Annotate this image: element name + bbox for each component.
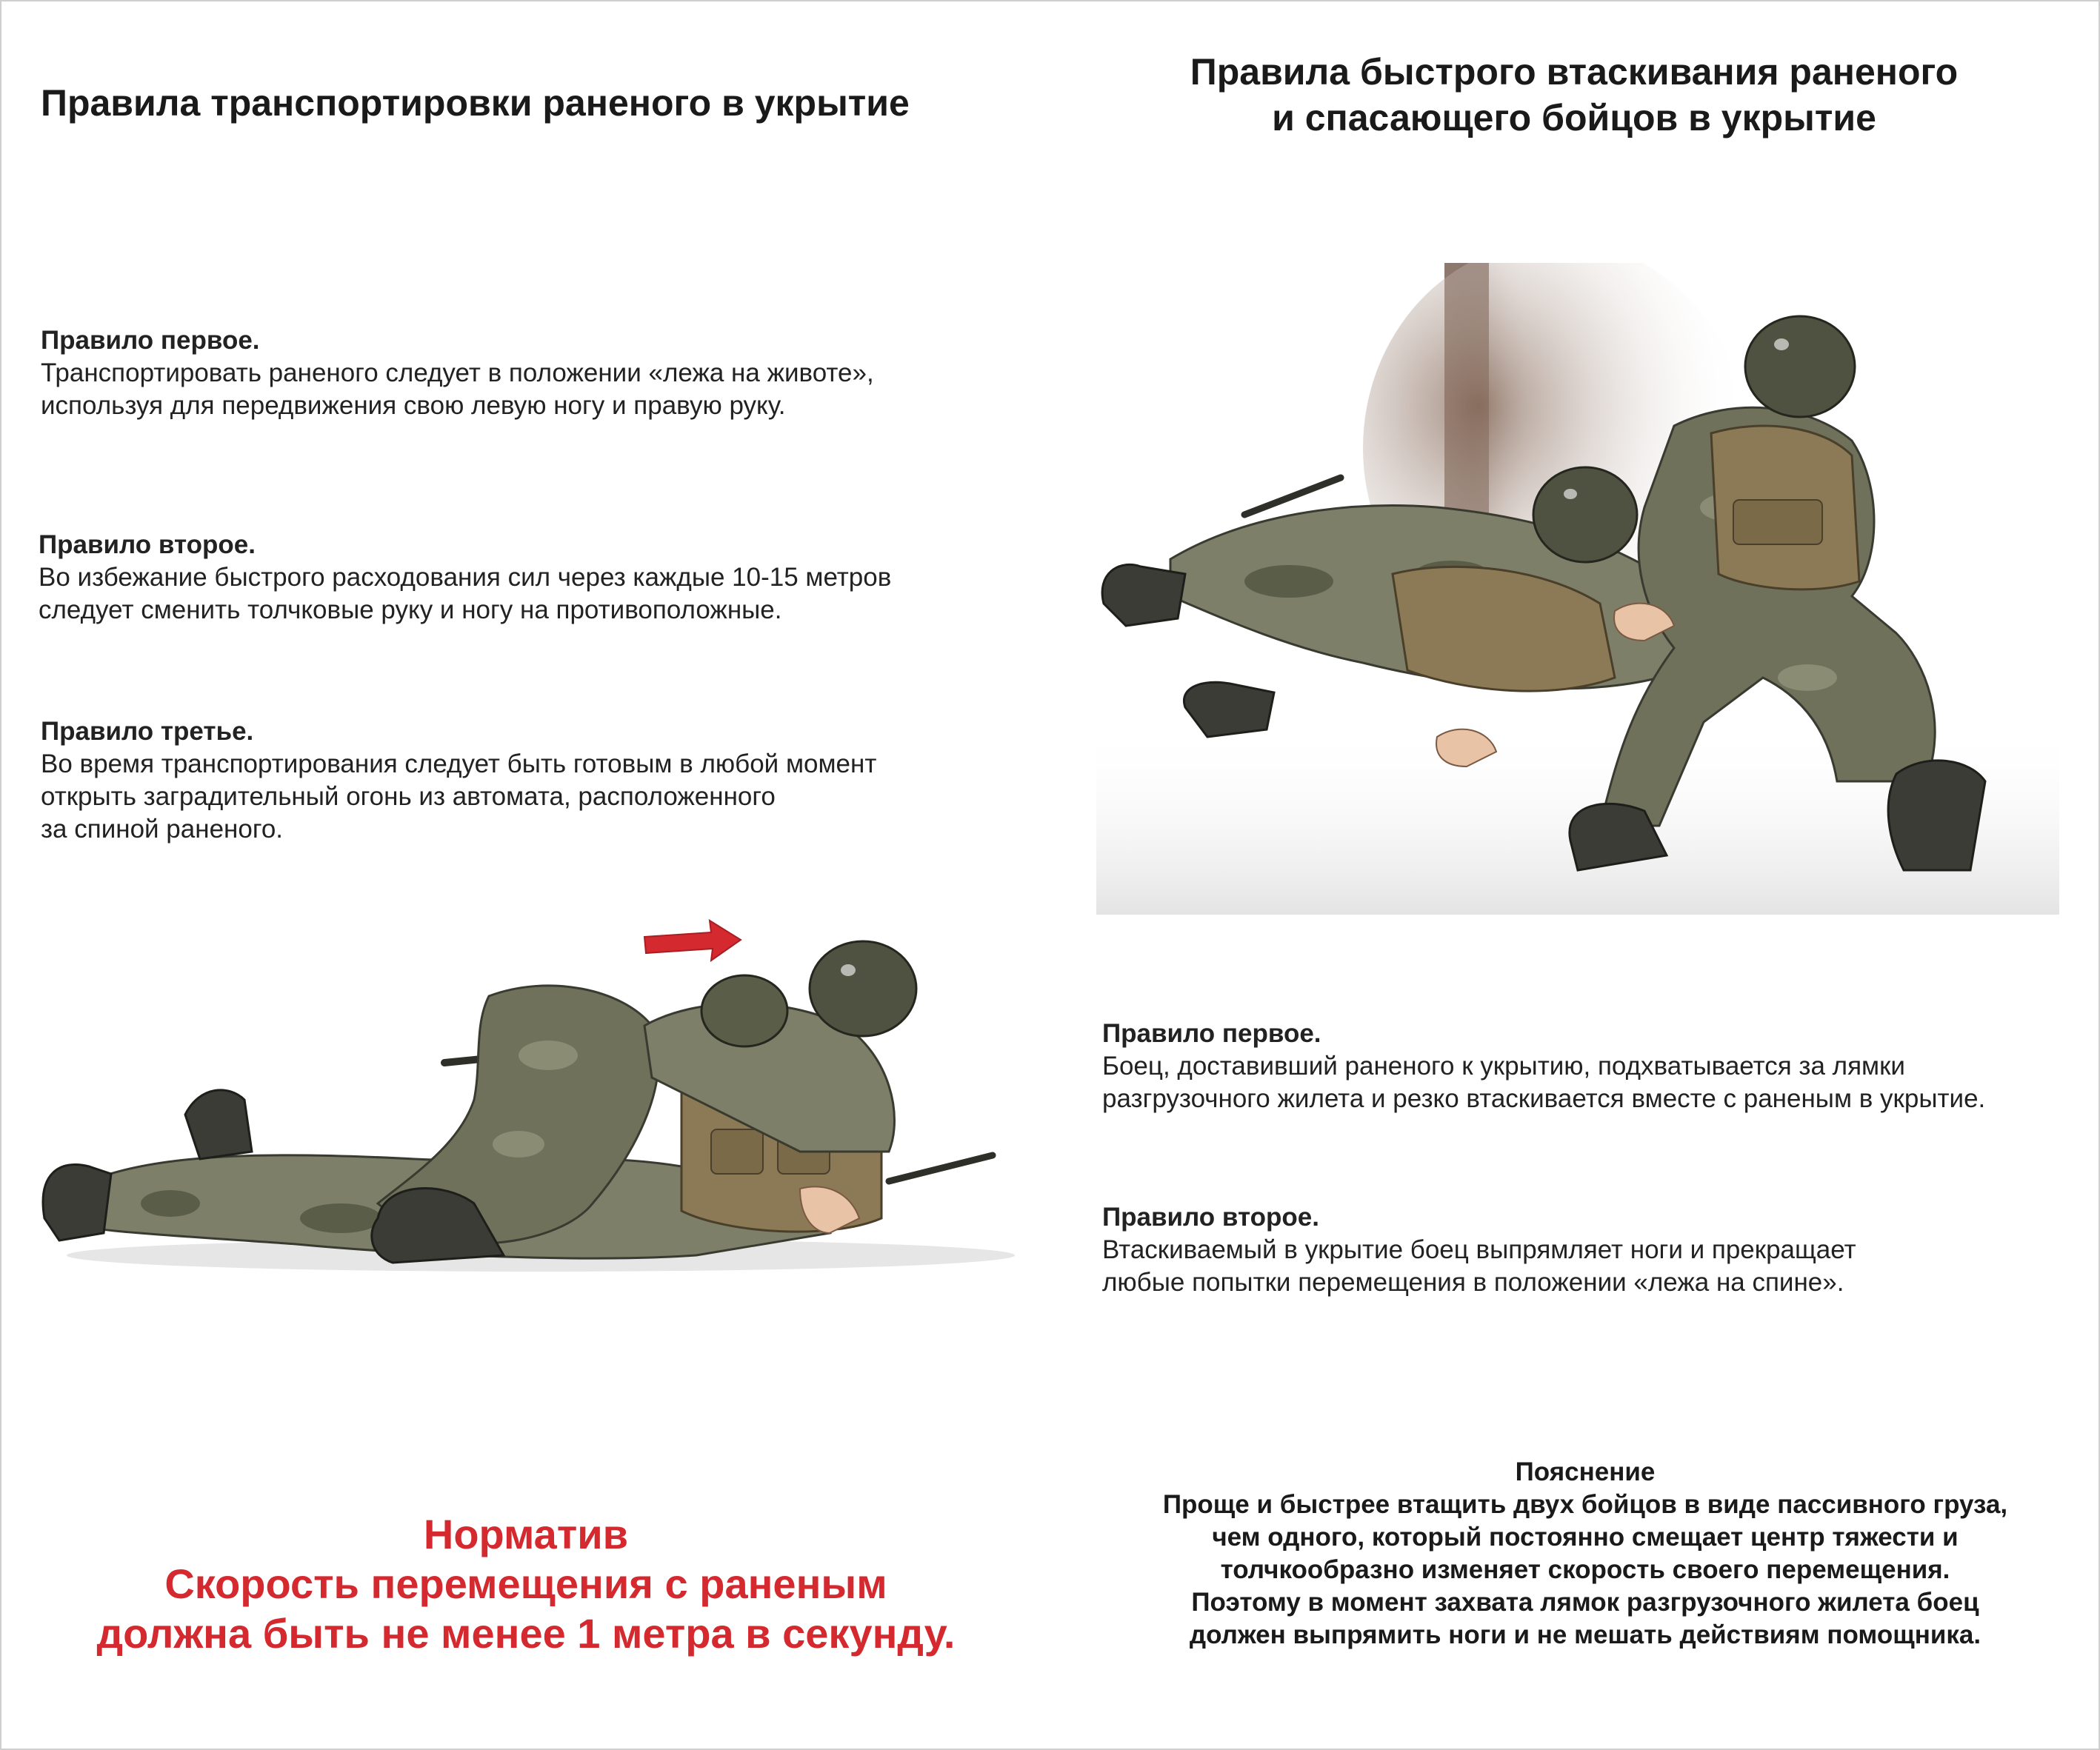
norm-line: Скорость перемещения с раненым [164,1560,887,1607]
left-rule-first [41,324,1078,422]
rule-heading: Правило второе. [39,530,256,559]
right-rule-first [1102,1018,2080,1115]
norm-line: должна быть не менее 1 метра в секунду. [96,1610,956,1657]
rule-text-line: Боец, доставивший раненого к укрытию, подхватывается за лямки [1102,1052,1905,1081]
left-rule-second [39,529,1076,627]
right-title-line: и спасающего бойцов в укрытие [1272,97,1876,138]
left-rule-third [41,715,1078,846]
rule-text-line: за спиной раненого. [41,815,284,844]
right-title-line: Правила быстрого втаскивания раненого [1190,51,1959,93]
explanation-line: Проще и быстрее втащить двух бойцов в виде пассивного груза, [1162,1490,2008,1519]
crawl-transport-illustration [30,907,1052,1292]
direction-arrow-icon [644,921,741,961]
rule-text-line: Втаскиваемый в укрытие боец выпрямляет ноги и прекращает [1102,1235,1856,1264]
rule-text-line: открыть заградительный огонь из автомата, расположенного [41,782,776,811]
rule-text-line: следует сменить толчковые руку и ногу на противоположные. [39,595,782,624]
rule-text-line: Транспортировать раненого следует в положении «лежа на животе», [41,358,874,387]
norm-heading: Норматив [423,1511,629,1557]
explanation-line: чем одного, который постоянно смещает центр тяжести и [1212,1523,1959,1552]
rule-text-line: любые попытки перемещения в положении «лежа на спине». [1102,1268,1844,1297]
left-title: Правила транспортировки раненого в укрытие [41,82,910,124]
right-rule-second [1102,1201,2080,1299]
explanation-line: толчкообразно изменяет скорость своего перемещения. [1220,1555,1950,1584]
rule-text-line: используя для передвижения свою левую ногу и правую руку. [41,391,786,420]
rule-text-line: Во избежание быстрого расходования сил через каждые 10-15 метров [39,563,892,592]
explanation-line: Поэтому в момент захвата лямок разгрузочного жилета боец [1191,1588,1979,1617]
explanation-line: должен выпрямить ноги и не мешать действиям помощника. [1189,1620,1981,1649]
explanation [1096,1456,2074,1652]
explanation-heading: Пояснение [1515,1457,1656,1486]
right-title [1096,49,2052,141]
rule-text-line: разгрузочного жилета и резко втаскивается вместе с раненым в укрытие. [1102,1084,1986,1113]
speed-norm [44,1509,1007,1658]
pull-into-cover-illustration [1096,263,2059,929]
rule-heading: Правило второе. [1102,1203,1319,1232]
rule-text-line: Во время транспортирования следует быть готовым в любой момент [41,749,877,778]
rule-heading: Правило первое. [1102,1019,1321,1048]
rule-heading: Правило первое. [41,326,260,355]
rule-heading: Правило третье. [41,717,254,746]
